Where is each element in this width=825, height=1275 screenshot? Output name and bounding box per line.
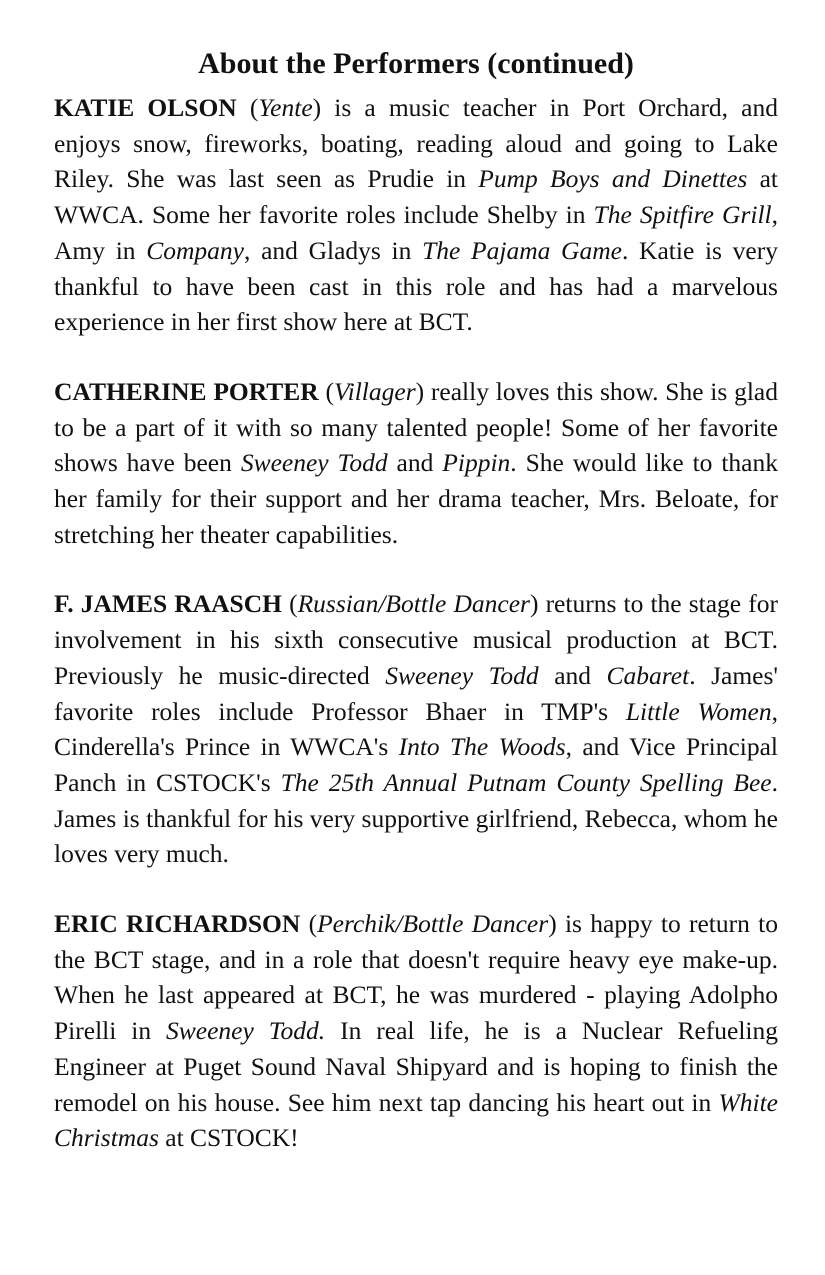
bio-text: , and Gladys in [244,235,423,265]
bio-text: In real life, he is a Nuclear Refueling Engineer at Puget Sound Naval Shipyard and is hoping to finish the remodel on his house. See him next tap dancing his heart out in [54,1016,778,1117]
bio-text: at WWCA. Some her favorite roles include Shelby in [54,164,779,230]
bio-text: . James' favorite roles include Professor Bhaer in TMP's [54,660,779,726]
bio-text: , and Vice Principal Panch in CSTOCK's [54,732,779,797]
bio-text: and [538,660,607,690]
bio-title-text: White Christmas [54,1087,778,1153]
bio-text: , Cinderella's Prince in WWCA's [54,696,778,762]
performer-name: CATHERINE PORTER [54,376,319,406]
performer-bio: F. JAMES RAASCH (Russian/Bottle Dancer) returns to the stage for involvement in his sixth consecutive musical production at BCT. Previously he music-directed Sweeney Todd and Cabaret. James' favorite roles include Professor Bhaer in TMP's Little Women, Cinderella's Prince in WWCA's Into The Woods, and Vice Principal Panch in CSTOCK's The 25th Annual Putnam County Spelling Bee. James is thankful for his very supportive girlfriend, Rebecca, whom he loves very much. [54,589,779,869]
bio-text: is happy to return to the BCT stage, and in a role that doesn't require heavy eye make-up. When he last appeared at BCT, he was murdered - playing Adolpho Pirelli in [54,909,778,1046]
bio-title-text: The 25th Annual Putnam County Spelling Bee [280,767,772,797]
performer-name: KATIE OLSON [54,93,237,122]
performer-bios [54,90,778,1156]
bio-text: returns to the stage for involvement in his sixth consecutive musical production at BCT. Previously he music-directed [54,589,778,690]
bio-title-text: Sweeney Todd [240,448,388,478]
performer-name: ERIC RICHARDSON [54,909,301,939]
performer-bio: KATIE OLSON (Yente) is a music teacher in Port Orchard, and enjoys snow, fireworks, boating, reading aloud and going to Lake Riley. She was last seen as Prudie in Pump Boys and Dinettes at WWCA. Some her favorite roles include Shelby in The Spitfire Grill, Amy in Company, and Gladys in The Pajama Game. Katie is very thankful to have been cast in this role and has had a marvelous experience in her first show here at BCT. [54,93,779,337]
bio-text: . James is thankful for his very supportive girlfriend, Rebecca, whom he loves very much. [54,767,778,869]
bio-title-text: The Pajama Game [422,235,622,265]
bio-text: is a music teacher in Port Orchard, and enjoys snow, fireworks, boating, reading aloud and going to Lake Riley. She was last seen as Prudie in [54,93,778,194]
bio-title-text: Sweeney Todd [385,660,539,690]
performer-bio: CATHERINE PORTER (Villager) really loves this show. She is glad to be a part of it with so many talented people! Some of her favorite shows have been Sweeney Todd and Pippin. She would like to thank her family for their support and her drama teacher, Mrs. Beloate, for stretching her theater capabilities. [54,376,778,549]
bio-text: and [387,448,443,478]
page-title: About the Performers (continued) [198,47,634,80]
performer-name: F. JAMES RAASCH [54,589,282,619]
bio-text: , Amy in [54,200,778,265]
bio-title-text: Pump Boys and Dinettes [478,164,748,194]
performer-role: Perchik/Bottle Dancer [317,909,549,939]
performer-role: Yente [258,93,313,122]
bio-text: at CSTOCK! [158,1123,299,1153]
bio-title-text: The Spitfire Grill [593,200,772,230]
performer-bio: ERIC RICHARDSON (Perchik/Bottle Dancer) is happy to return to the BCT stage, and in a role that doesn't require heavy eye make-up. When he last appeared at BCT, he was murdered - playing Adolpho Pirelli in Sweeney Todd. In real life, he is a Nuclear Refueling Engineer at Puget Sound Naval Shipyard and is hoping to finish the remodel on his house. See him next tap dancing his heart out in White Christmas at CSTOCK! [54,909,778,1153]
bio-title-text: Pippin [442,448,511,478]
bio-title-text: Company [146,235,244,265]
bio-text: . Katie is very thankful to have been cast in this role and has had a marvelous experience in her first show here at BCT. [54,235,778,337]
bio-title-text: Little Women [625,696,772,726]
performer-role: Villager [333,376,416,406]
bio-text: really loves this show. She is glad to be a part of it with so many talented people! Some of her favorite shows have been [54,376,778,478]
bio-title-text: Into The Woods [398,732,566,762]
bio-title-text: Cabaret [606,660,690,690]
bio-text: . She would like to thank her family for their support and her drama teacher, Mrs. Beloate, for stretching her theater capabilities. [54,448,778,549]
performer-role: Russian/Bottle Dancer [297,589,530,619]
program-page [54,44,778,1190]
bio-title-text: Sweeney Todd. [166,1016,326,1046]
